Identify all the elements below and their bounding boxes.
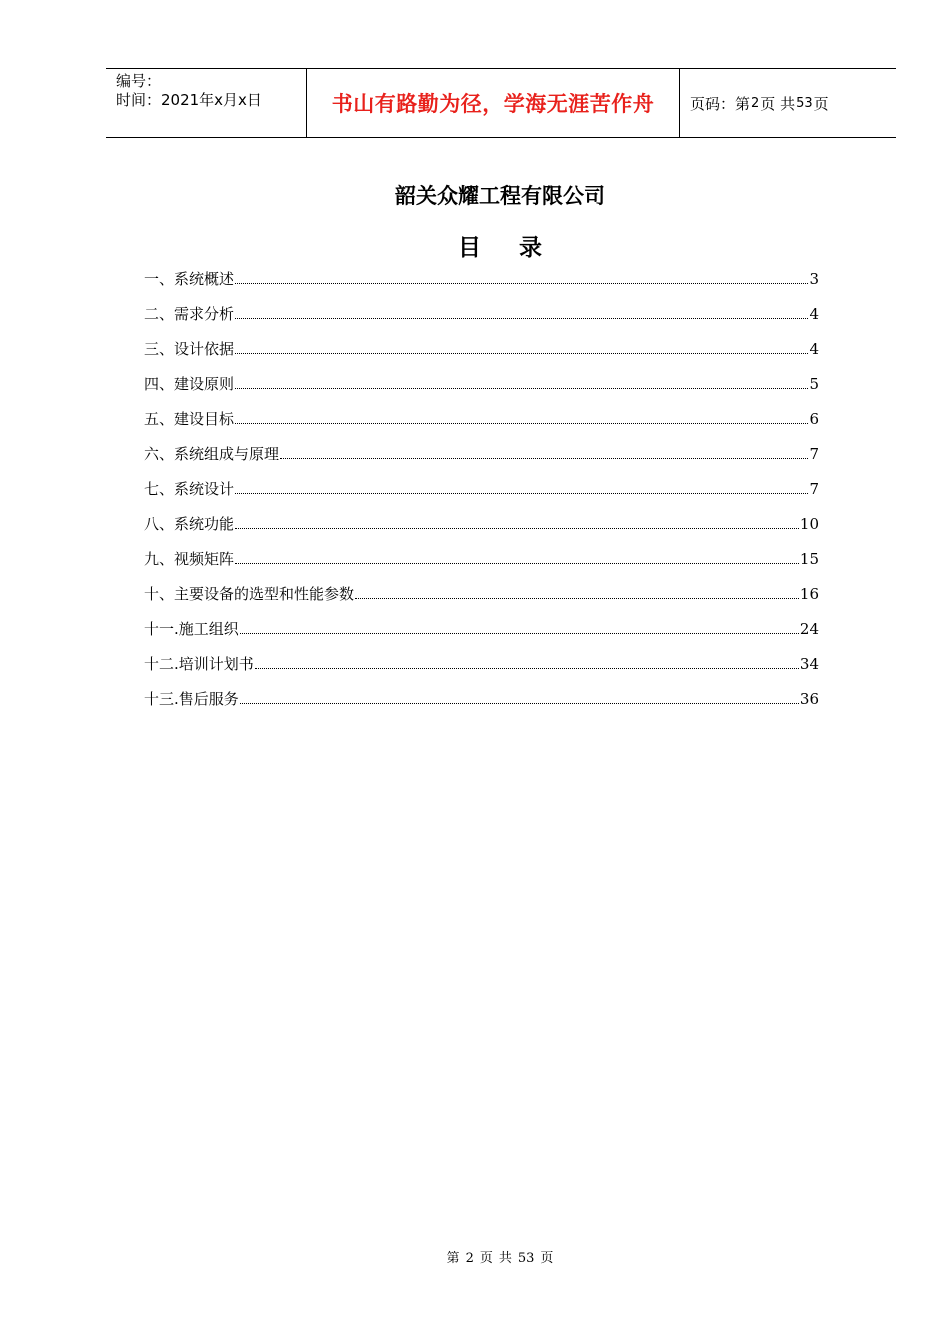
header-page-suffix: 页	[813, 94, 829, 113]
toc-entry[interactable]	[144, 688, 819, 723]
header-page-current: 2	[751, 95, 760, 111]
toc-entry-page: 16	[799, 585, 819, 603]
footer-total-pages: 53	[517, 1251, 535, 1266]
footer-word: 第	[446, 1251, 460, 1266]
document-time: 时间：2021年x月x日	[116, 91, 262, 109]
toc-leader	[240, 702, 799, 704]
toc-leader	[235, 492, 808, 494]
toc-entry-page: 24	[799, 620, 819, 638]
toc-entry[interactable]	[144, 653, 819, 688]
footer-word: 页	[479, 1251, 493, 1266]
toc-entry[interactable]	[144, 268, 819, 303]
toc-entry-page: 3	[809, 270, 819, 288]
header-page-info	[680, 69, 896, 137]
toc-leader	[235, 282, 808, 284]
toc-entry-page: 5	[809, 375, 819, 393]
toc-entry[interactable]	[144, 478, 819, 513]
toc-entry-page: 7	[809, 480, 819, 498]
toc-entry-label: 十三.售后服务	[144, 690, 239, 708]
header-page-prefix: 页码：第	[690, 94, 751, 113]
toc-entry[interactable]	[144, 408, 819, 443]
toc-entry-label: 二、需求分析	[144, 305, 235, 323]
toc-leader	[235, 317, 808, 319]
toc-leader	[235, 387, 808, 389]
toc-title: 目录	[458, 235, 580, 261]
document-number-label: 编号：	[116, 72, 162, 90]
toc-leader	[235, 527, 799, 529]
company-name: 韶关众耀工程有限公司	[395, 184, 605, 208]
header-motto: 书山有路勤为径，学海无涯苦作舟	[307, 69, 680, 137]
toc-entry-page: 10	[799, 515, 819, 533]
toc-leader	[235, 422, 808, 424]
toc-leader	[255, 667, 799, 669]
toc-entry-label: 十一.施工组织	[144, 620, 239, 638]
header-meta	[106, 69, 307, 137]
toc-entry[interactable]	[144, 513, 819, 548]
footer-word: 页	[540, 1251, 554, 1266]
toc-entry-label: 五、建设目标	[144, 410, 235, 428]
toc-entry-label: 九、视频矩阵	[144, 550, 235, 568]
toc-entry-page: 4	[809, 305, 819, 323]
toc-entry-label: 八、系统功能	[144, 515, 235, 533]
toc-leader	[235, 352, 808, 354]
toc-entry-label: 七、系统设计	[144, 480, 235, 498]
header-page-total: 53	[796, 95, 813, 111]
toc-leader	[355, 597, 799, 599]
header-page-mid: 页 共	[760, 94, 796, 113]
toc-leader	[280, 457, 808, 459]
toc-entry-page: 36	[799, 690, 819, 708]
toc-entry-label: 四、建设原则	[144, 375, 235, 393]
toc-entry[interactable]	[144, 583, 819, 618]
toc-entry[interactable]	[144, 338, 819, 373]
toc-entry[interactable]	[144, 548, 819, 583]
footer-current-page: 2	[465, 1251, 474, 1266]
toc-entry-page: 4	[809, 340, 819, 358]
toc-entry-page: 6	[809, 410, 819, 428]
toc-entry-page: 34	[799, 655, 819, 673]
footer-word: 共	[498, 1251, 512, 1266]
toc-leader	[240, 632, 799, 634]
toc-entry-label: 十二.培训计划书	[144, 655, 254, 673]
toc-entry-page: 15	[799, 550, 819, 568]
toc-leader	[235, 562, 799, 564]
toc-entry-page: 7	[809, 445, 819, 463]
toc-entry[interactable]	[144, 618, 819, 653]
toc-entry-label: 十、主要设备的选型和性能参数	[144, 585, 355, 603]
document-header	[106, 68, 896, 138]
toc-entry-label: 一、系统概述	[144, 270, 235, 288]
toc-entry[interactable]	[144, 373, 819, 408]
toc-entry-label: 三、设计依据	[144, 340, 235, 358]
toc-entry-label: 六、系统组成与原理	[144, 445, 280, 463]
toc-entry[interactable]	[144, 443, 819, 478]
page-footer	[0, 1247, 950, 1266]
table-of-contents	[144, 268, 819, 723]
toc-entry[interactable]	[144, 303, 819, 338]
